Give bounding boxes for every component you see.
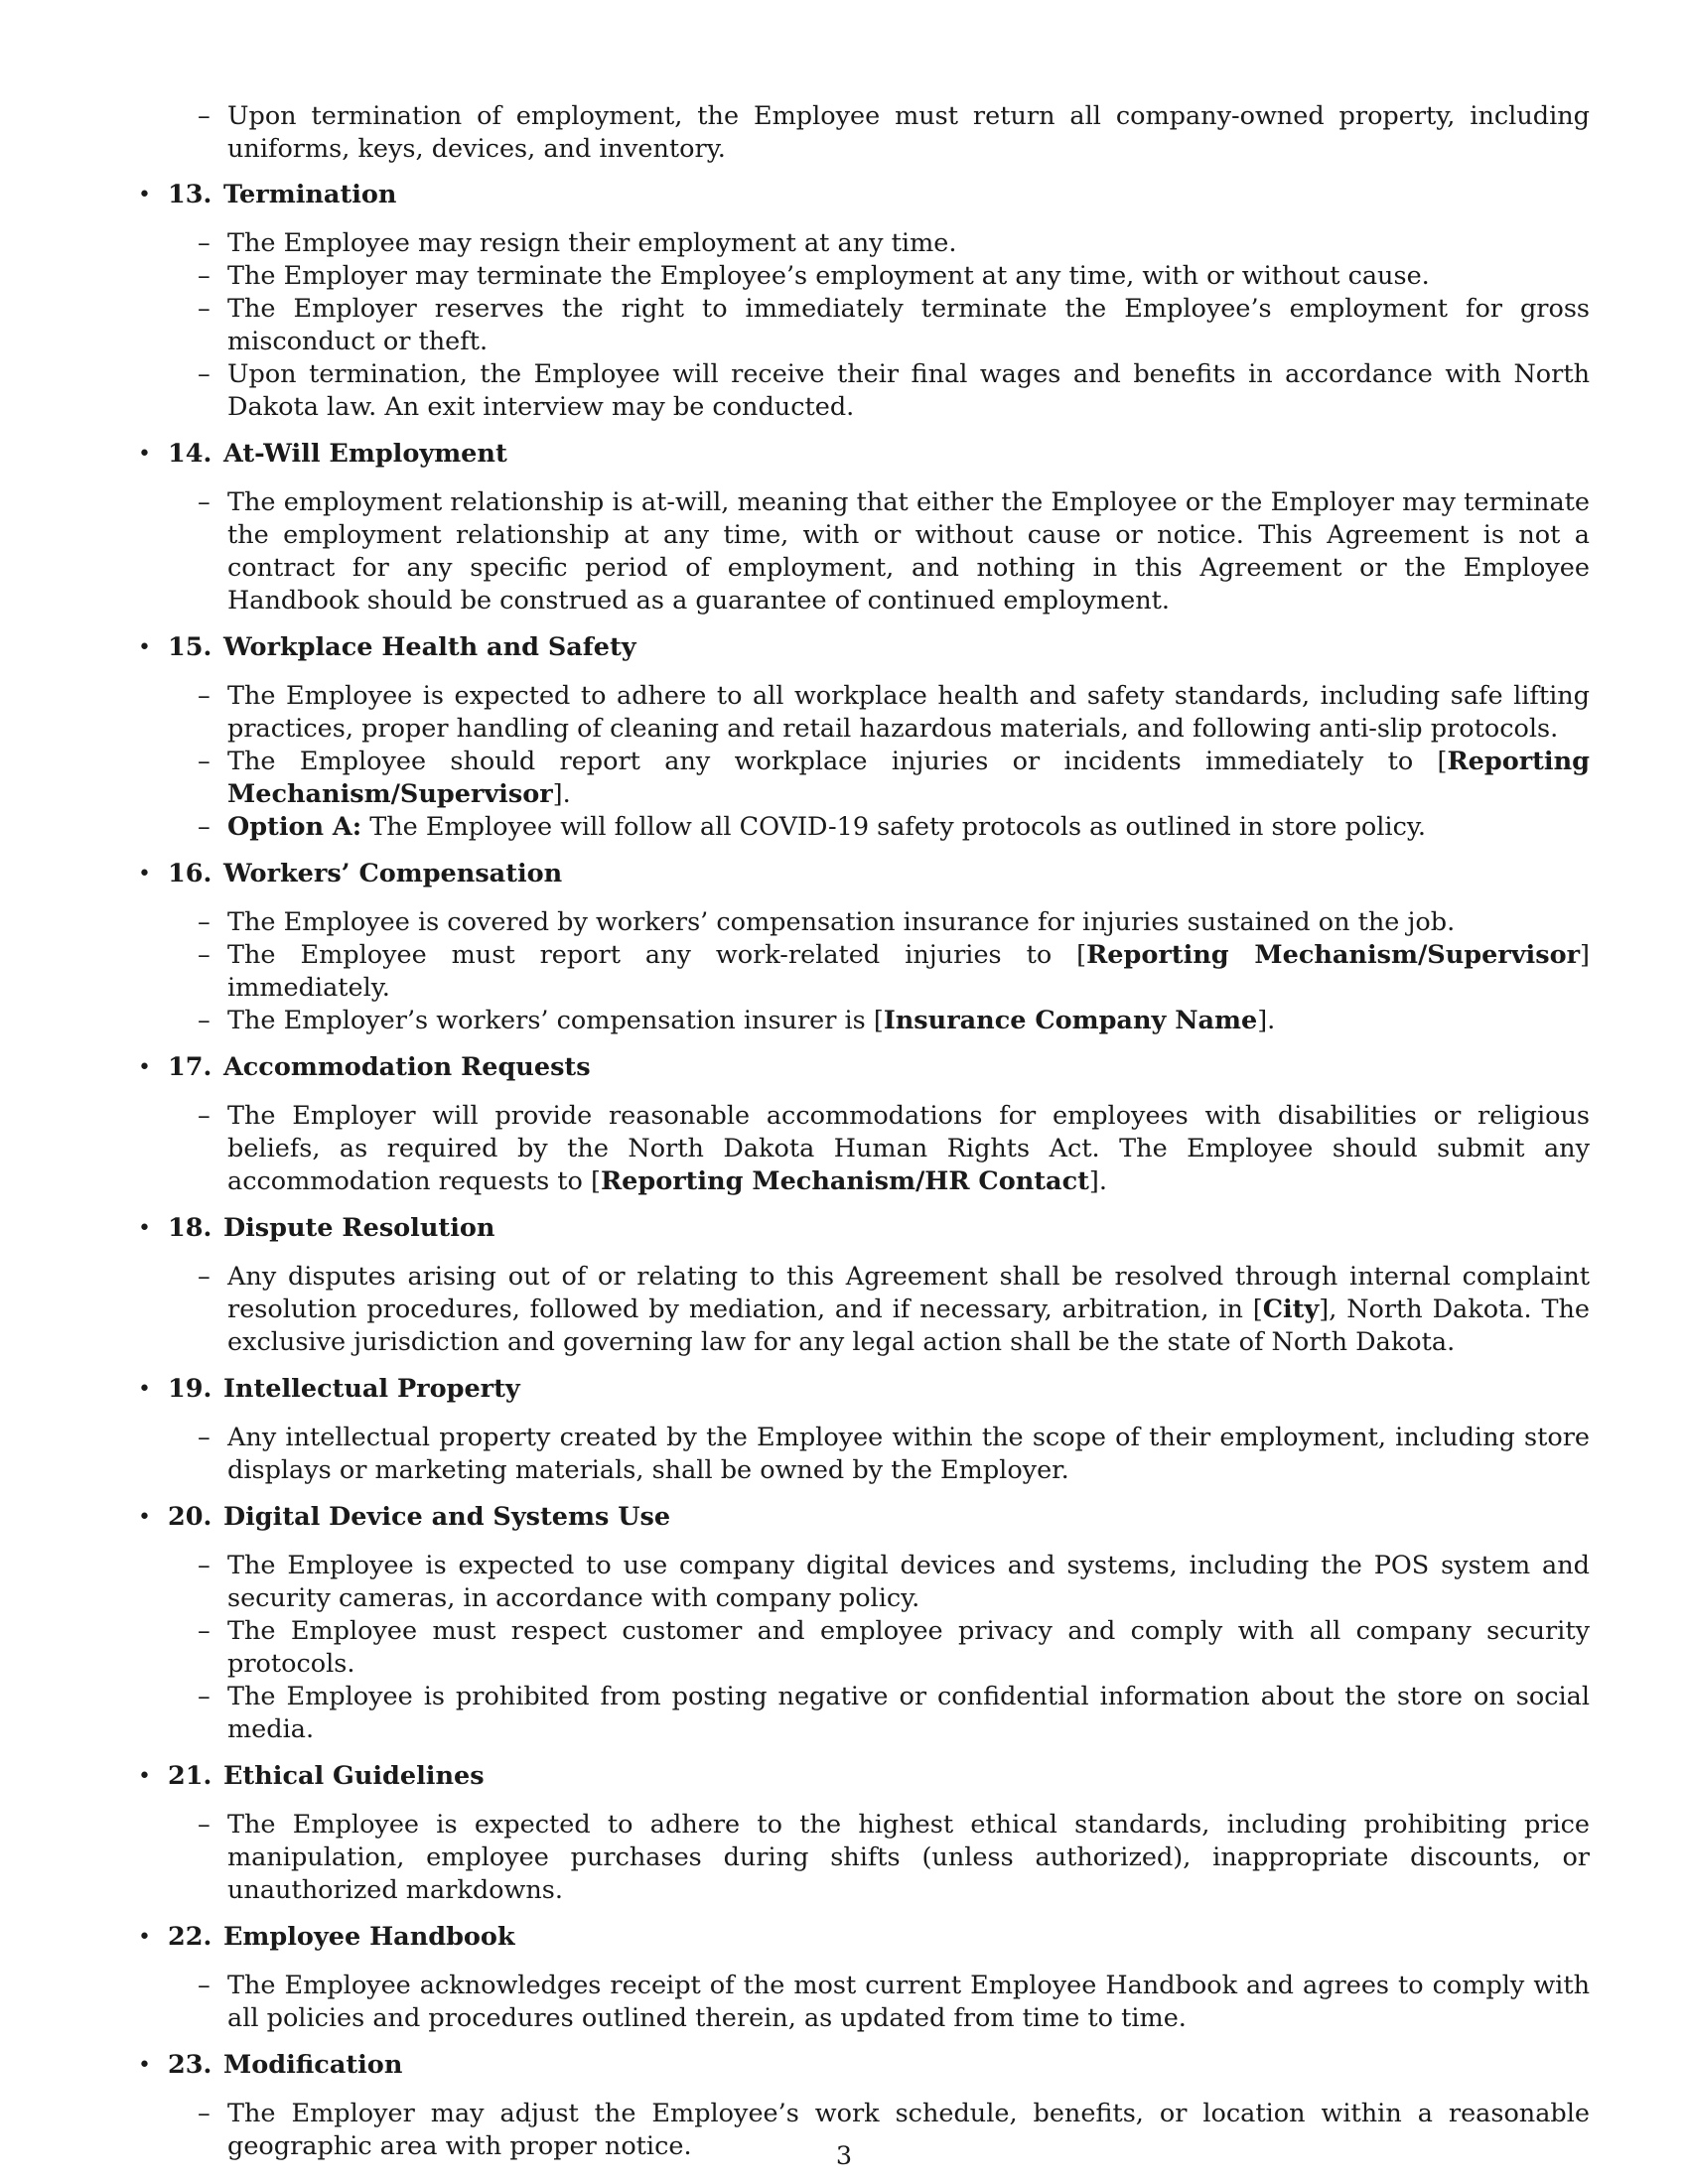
section-number: 22.: [168, 1922, 212, 1952]
list-item: [136, 906, 1590, 939]
dash-marker: –: [198, 1971, 211, 2000]
section-title: Dispute Resolution: [223, 1213, 495, 1243]
bullet-icon: •: [138, 183, 151, 207]
bullet-icon: •: [138, 2053, 151, 2078]
section-title: Termination: [223, 180, 397, 209]
list-item-text: ] immediately.: [227, 940, 1590, 1003]
dash-marker: –: [198, 1006, 211, 1035]
section-number: 13.: [168, 180, 212, 209]
dash-marker: –: [198, 1682, 211, 1711]
section-title: Employee Handbook: [223, 1922, 515, 1952]
dash-marker: –: [198, 747, 211, 776]
list-item-text: ].: [1257, 1006, 1276, 1035]
list-item-text: The Employee must report any work-related injuries to [: [227, 940, 1087, 970]
list-item: [136, 1422, 1590, 1487]
sub-item-list: [136, 1261, 1590, 1359]
list-item: [136, 1615, 1590, 1681]
list-item: [136, 260, 1590, 293]
section-heading: [136, 1921, 1590, 1954]
sub-item-list: [136, 1422, 1590, 1487]
bold-text: Reporting Mechanism/HR Contact: [600, 1166, 1089, 1196]
section-title: Accommodation Requests: [223, 1052, 591, 1082]
section-title: Workers’ Compensation: [223, 859, 563, 888]
section-title: Ethical Guidelines: [223, 1761, 485, 1791]
section-18: [136, 1212, 1590, 1359]
list-item: [136, 1550, 1590, 1615]
section-number: 23.: [168, 2050, 212, 2080]
list-item-text: Any intellectual property created by the Employee within the scope of their employment, including store displays or marketing materials, shall be owned by the Employer.: [227, 1423, 1590, 1485]
list-item-text: The Employee is prohibited from posting negative or confidential information about the store on social media.: [227, 1682, 1590, 1744]
section-number: 15.: [168, 632, 212, 662]
sub-item-list: [136, 680, 1590, 844]
dash-marker: –: [198, 812, 211, 842]
bold-text: Reporting Mechanism/Supervisor: [1086, 940, 1581, 970]
section-title: Intellectual Property: [223, 1374, 520, 1404]
list-item-text: The Employer may terminate the Employee’s employment at any time, with or without cause.: [227, 261, 1430, 291]
list-item-text: The Employee is covered by workers’ compensation insurance for injuries sustained on the job.: [227, 907, 1456, 937]
bold-text: City: [1262, 1295, 1320, 1324]
list-item-text: The Employee must respect customer and employee privacy and comply with all company security protocols.: [227, 1616, 1590, 1679]
list-item-text: The Employer reserves the right to immediately terminate the Employee’s employment for gross misconduct or theft.: [227, 294, 1590, 356]
dash-marker: –: [198, 1810, 211, 1840]
section-heading: [136, 1501, 1590, 1534]
dash-marker: –: [198, 487, 211, 517]
section-heading: [136, 1051, 1590, 1084]
dash-marker: –: [198, 1101, 211, 1131]
section-heading: [136, 1760, 1590, 1793]
section-heading: [136, 1212, 1590, 1245]
bold-text: Reporting Mechanism/Supervisor: [227, 747, 1590, 809]
section-title: Workplace Health and Safety: [223, 632, 636, 662]
bullet-icon: •: [138, 442, 151, 467]
list-item-text: The Employee is expected to adhere to all workplace health and safety standards, including safe lifting practices, proper handling of cleaning and retail hazardous materials, and following anti-slip protocols.: [227, 681, 1590, 744]
bullet-icon: •: [138, 1377, 151, 1402]
section-16: [136, 858, 1590, 1037]
document-body: [136, 100, 1590, 2177]
list-item: [136, 811, 1590, 844]
list-item-text: Any disputes arising out of or relating to this Agreement shall be resolved through internal complaint resolution procedures, followed by mediation, and if necessary, arbitration, in [: [227, 1262, 1590, 1324]
sub-item-list: [136, 906, 1590, 1037]
section-number: 16.: [168, 859, 212, 888]
list-item-text: The Employer will provide reasonable accommodations for employees with disabilities or religious beliefs, as required by the North Dakota Human Rights Act. The Employee should submit any accommodation requests to [: [227, 1101, 1590, 1196]
list-item-text: The Employee will follow all COVID-19 safety protocols as outlined in store policy.: [361, 812, 1426, 842]
sub-item-list: [136, 486, 1590, 617]
sub-item-list: [136, 1809, 1590, 1907]
bullet-icon: •: [138, 1925, 151, 1950]
list-item: [136, 1809, 1590, 1907]
bullet-icon: •: [138, 635, 151, 660]
list-item-text: The Employee acknowledges receipt of the most current Employee Handbook and agrees to comply with all policies and procedures outlined therein, as updated from time to time.: [227, 1971, 1590, 2033]
dash-marker: –: [198, 294, 211, 324]
sub-item-list: [136, 1550, 1590, 1746]
dash-marker: –: [198, 1423, 211, 1452]
section-number: 20.: [168, 1502, 212, 1532]
list-item-text: The Employee may resign their employment at any time.: [227, 228, 957, 258]
dash-marker: –: [198, 940, 211, 970]
list-item: [136, 100, 1590, 166]
section-21: [136, 1760, 1590, 1907]
section-number: 19.: [168, 1374, 212, 1404]
list-item-text: Upon termination of employment, the Employee must return all company-owned property, including uniforms, keys, devices, and inventory.: [227, 101, 1590, 164]
section-number: 21.: [168, 1761, 212, 1791]
section-15: [136, 631, 1590, 844]
list-item-text: The Employee is expected to use company digital devices and systems, including the POS system and security cameras, in accordance with company policy.: [227, 1551, 1590, 1613]
list-item: [136, 746, 1590, 811]
section-list: [136, 179, 1590, 2163]
section-19: [136, 1373, 1590, 1487]
section-20: [136, 1501, 1590, 1746]
list-item: [136, 227, 1590, 260]
section-heading: [136, 631, 1590, 664]
list-item: [136, 680, 1590, 746]
dash-marker: –: [198, 681, 211, 711]
section-title: Digital Device and Systems Use: [223, 1502, 671, 1532]
dash-marker: –: [198, 1262, 211, 1292]
list-item-text: The Employee should report any workplace injuries or incidents immediately to [: [227, 747, 1448, 776]
list-item-text: The Employee is expected to adhere to the highest ethical standards, including prohibiting price manipulation, employee purchases during shifts (unless authorized), inappropriate discounts, or unauthorized markdowns.: [227, 1810, 1590, 1905]
list-item-text: ].: [552, 779, 571, 809]
dash-marker: –: [198, 1551, 211, 1580]
list-item: [136, 1261, 1590, 1359]
section-title: Modification: [223, 2050, 403, 2080]
section-heading: [136, 1373, 1590, 1406]
section-heading: [136, 2049, 1590, 2082]
sub-item-list: [136, 1970, 1590, 2035]
bold-text: Option A:: [227, 812, 362, 842]
section-number: 18.: [168, 1213, 212, 1243]
dash-marker: –: [198, 228, 211, 258]
list-item: [136, 1100, 1590, 1198]
dash-marker: –: [198, 101, 211, 131]
section-heading: [136, 438, 1590, 471]
section-22: [136, 1921, 1590, 2035]
list-item-text: The Employer’s workers’ compensation insurer is [: [227, 1006, 884, 1035]
list-item: [136, 1681, 1590, 1746]
dash-marker: –: [198, 1616, 211, 1646]
section-heading: [136, 179, 1590, 211]
list-item: [136, 939, 1590, 1005]
list-item-text: Upon termination, the Employee will receive their final wages and benefits in accordance with North Dakota law. An exit interview may be conducted.: [227, 359, 1590, 422]
list-item: [136, 1970, 1590, 2035]
sub-item-list: [136, 1100, 1590, 1198]
section-heading: [136, 858, 1590, 890]
list-item-text: The employment relationship is at-will, meaning that either the Employee or the Employer may terminate the employment relationship at any time, with or without cause or notice. This Agreement is not a contract for any specific period of employment, and nothing in this Agreement or the Employee Handbook should be construed as a guarantee of continued employment.: [227, 487, 1590, 615]
bold-text: Insurance Company Name: [883, 1006, 1258, 1035]
section-number: 14.: [168, 439, 212, 469]
bullet-icon: •: [138, 1216, 151, 1241]
bullet-icon: •: [138, 1764, 151, 1789]
list-item-text: ].: [1088, 1166, 1107, 1196]
section-13: [136, 179, 1590, 424]
page-number: 3: [835, 2141, 853, 2171]
section-14: [136, 438, 1590, 617]
list-item: [136, 293, 1590, 358]
list-item-text: ], North Dakota. The exclusive jurisdiction and governing law for any legal action shall be the state of North Dakota.: [227, 1295, 1590, 1357]
section-title: At-Will Employment: [223, 439, 507, 469]
dash-marker: –: [198, 2099, 211, 2128]
list-item: [136, 358, 1590, 424]
list-item-text: The Employer may adjust the Employee’s work schedule, benefits, or location within a reasonable geographic area with proper notice.: [227, 2099, 1590, 2161]
dash-marker: –: [198, 261, 211, 291]
bullet-icon: •: [138, 1055, 151, 1080]
bullet-icon: •: [138, 862, 151, 887]
bullet-icon: •: [138, 1505, 151, 1530]
dash-marker: –: [198, 907, 211, 937]
dash-marker: –: [198, 359, 211, 389]
section-number: 17.: [168, 1052, 212, 1082]
list-item: [136, 1005, 1590, 1037]
list-item: [136, 486, 1590, 617]
section-17: [136, 1051, 1590, 1198]
sub-item-list: [136, 227, 1590, 424]
